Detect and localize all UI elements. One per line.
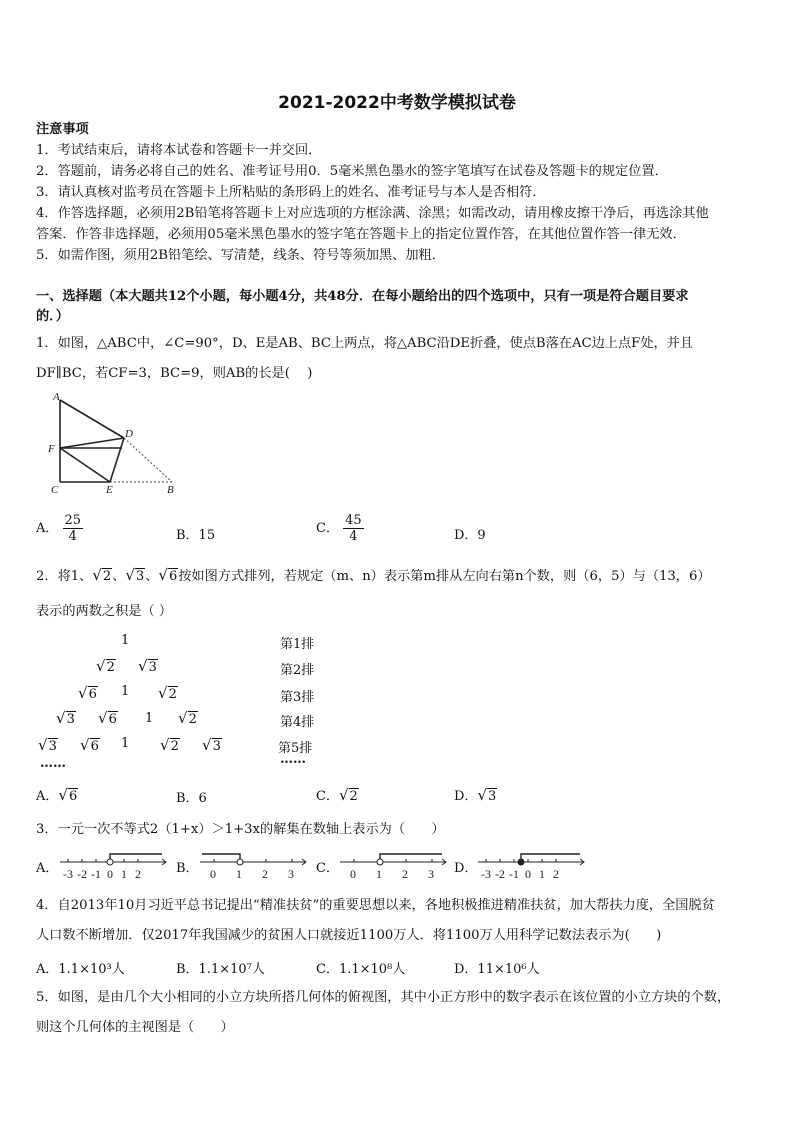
denominator: 4 (349, 529, 358, 544)
item-1: 1 (121, 684, 130, 699)
radicand: 6 (68, 789, 78, 804)
item-1: 1 (121, 736, 130, 751)
number-line-d (476, 850, 588, 882)
label-a: A (53, 391, 60, 403)
radicand: 6 (90, 739, 99, 754)
question-1-text: 1．如图，△ABC中，∠C=90°，D、E是AB、BC上两点，将△ABC沿DE折叠，使点B落在AC边上点F处，并且 (36, 336, 694, 351)
item-sqrt3: √3 (138, 657, 157, 675)
q3-option-c-label: C． (316, 861, 339, 876)
edge-fd (60, 438, 124, 448)
option-label: C． (316, 521, 339, 536)
q4-option-c: C．1.1×10⁸人 (316, 962, 406, 977)
tick-label: -2 (77, 867, 87, 881)
row-label: 第3排 (280, 690, 315, 705)
tick-label: -2 (495, 867, 505, 881)
number-line-c (338, 850, 450, 882)
item-sqrt3: √3 (56, 709, 75, 727)
q4-option-a: A．1.1×10³人 (36, 962, 125, 977)
label-f: F (48, 443, 55, 455)
notice-item: 答案．作答非选择题，必须用05毫米黑色墨水的签字笔在答题卡上的指定位置作答，在其他位置作答一律无效． (36, 227, 686, 242)
option-label: A． (36, 521, 59, 536)
option-label: C． (316, 789, 339, 804)
item-sqrt3: √3 (202, 736, 221, 754)
sqrt-3: √3 (125, 566, 145, 584)
tick-label: 2 (262, 867, 268, 881)
tick-label: 3 (288, 867, 294, 881)
sqrt-6: √6 (58, 786, 78, 804)
tick-label: -3 (63, 867, 73, 881)
radicand: 3 (135, 569, 145, 584)
label-c: C (51, 484, 59, 496)
ellipsis: …… (40, 756, 66, 771)
q1-option-c (316, 513, 364, 544)
row-label: 第4排 (280, 715, 315, 730)
label-b: B (167, 484, 174, 496)
tick-label: 2 (553, 867, 559, 881)
page-title: 2021-2022中考数学模拟试卷 (278, 93, 516, 113)
row-label: 第1排 (280, 637, 315, 652)
question-4-text-cont: 人口数不断增加．仅2017年我国减少的贫困人口就接近1100万人．将1100万人用科学记数法表示为( ) (36, 928, 662, 943)
radicand: 2 (349, 789, 358, 804)
q2-option-d (454, 785, 497, 804)
tick-label: 0 (525, 867, 531, 881)
q1-option-d: D．9 (454, 528, 486, 543)
radicand: 3 (212, 739, 221, 754)
item-1: 1 (121, 633, 130, 648)
section-heading-cont: 的．） (36, 309, 69, 324)
notice-item: 5．如需作图，须用2B铅笔绘、写清楚，线条、符号等须加黑、加粗． (36, 248, 445, 263)
q4-option-d: D．11×10⁶人 (454, 962, 540, 977)
label-d: D (125, 428, 133, 440)
notice-item: 3．请认真核对监考员在答题卡上所粘贴的条形码上的姓名、准考证号与本人是否相符． (36, 185, 546, 200)
radicand: 6 (108, 712, 117, 727)
notice-item: 4．作答选择题，必须用2B铅笔将答题卡上对应选项的方框涂满、涂黑；如需改动，请用橡皮擦干净后，再选涂其他 (36, 206, 709, 221)
radicand: 3 (488, 789, 497, 804)
radicand: 3 (48, 739, 57, 754)
tick-label: 1 (539, 867, 545, 881)
notice-heading: 注意事项 (36, 122, 89, 137)
tick-label: -1 (91, 867, 101, 881)
tick-label: 1 (121, 867, 127, 881)
number-line-b (198, 850, 310, 882)
tick-label: -3 (481, 867, 491, 881)
q2-text-part: 、 (112, 569, 126, 584)
item-sqrt2: √2 (158, 684, 177, 702)
radicand: 3 (66, 712, 75, 727)
sqrt-2: √2 (92, 566, 112, 584)
sqrt-6: √6 (158, 566, 178, 584)
question-5-text: 5．如图，是由几个大小相同的小立方块所搭几何体的俯视图，其中小正方形中的数字表示在该位置的小立方块的个数， (36, 990, 731, 1005)
radicand: 3 (148, 660, 157, 675)
numerator: 25 (64, 513, 82, 528)
tick-label: 0 (107, 867, 113, 881)
row-label: 第5排 (278, 741, 313, 756)
tick-label: 0 (210, 867, 216, 881)
denominator: 4 (68, 529, 77, 544)
edge-ad (60, 400, 124, 438)
fraction (63, 513, 84, 544)
q2-option-b: B．6 (176, 791, 207, 806)
radicand: 2 (188, 712, 197, 727)
q2-option-a (36, 785, 78, 804)
radicand: 6 (168, 569, 178, 584)
q1-option-b: B．15 (176, 528, 216, 543)
q3-option-b-label: B． (176, 861, 199, 876)
q2-text-part: 按如图方式排列，若规定（m、n）表示第m排从左向右第n个数，则（6，5）与（13，6） (178, 569, 711, 584)
item-sqrt6: √6 (98, 709, 117, 727)
question-1-text-cont: DF∥BC，若CF=3，BC=9，则AB的长是( ) (36, 366, 313, 381)
q3-option-a-label: A． (36, 861, 59, 876)
fraction (343, 513, 364, 544)
triangle-figure (40, 390, 190, 500)
tick-label: 1 (236, 867, 242, 881)
option-label: A． (36, 789, 59, 804)
sqrt-3: √3 (477, 786, 497, 804)
q2-text-part: 、 (145, 569, 159, 584)
section-heading: 一、选择题（本大题共12个小题，每小题4分，共48分．在每小题给出的四个选项中，只有一项是符合题目要求 (36, 289, 689, 304)
number-line-a (58, 850, 170, 882)
question-3-text: 3．一元一次不等式2（1+x）＞1+3x的解集在数轴上表示为（ ） (36, 822, 445, 837)
q1-option-a (36, 513, 83, 544)
q2-option-c (316, 785, 359, 804)
notice-item: 1．考试结束后，请将本试卷和答题卡一并交回． (36, 143, 322, 158)
tick-label: 2 (402, 867, 408, 881)
label-e: E (106, 484, 113, 496)
item-sqrt6: √6 (80, 736, 99, 754)
ellipsis: …… (280, 752, 306, 767)
item-sqrt3: √3 (38, 736, 57, 754)
tick-label: 3 (428, 867, 434, 881)
dotted-db (124, 438, 172, 482)
radicand: 2 (102, 569, 112, 584)
option-label: D． (454, 789, 478, 804)
item-sqrt6: √6 (78, 684, 97, 702)
question-2-text-cont: 表示的两数之积是（ ） (36, 604, 173, 619)
q2-text-part: 2．将1、 (36, 569, 93, 584)
tick-label: 2 (135, 867, 141, 881)
q4-option-b: B．1.1×10⁷人 (176, 962, 265, 977)
item-1: 1 (145, 711, 154, 726)
item-sqrt2: √2 (160, 736, 179, 754)
item-sqrt2: √2 (178, 709, 197, 727)
question-4-text: 4．自2013年10月习近平总书记提出“精准扶贫”的重要思想以来，各地积极推进精准扶贫，加大帮扶力度，全国脱贫 (36, 898, 715, 913)
radicand: 2 (106, 660, 115, 675)
radicand: 2 (170, 739, 179, 754)
radicand: 6 (88, 687, 97, 702)
numerator: 45 (345, 513, 362, 528)
item-sqrt2: √2 (96, 657, 115, 675)
notice-item: 2．答题前，请务必将自己的姓名、准考证号用0．5毫米黑色墨水的签字笔填写在试卷及答题卡的规定位置． (36, 164, 668, 179)
sqrt-2: √2 (338, 786, 358, 804)
row-label: 第2排 (280, 663, 315, 678)
question-2-text (36, 565, 711, 587)
q3-option-d-label: D． (454, 861, 478, 876)
edge-de (110, 438, 124, 482)
question-5-text-cont: 则这个几何体的主视图是（ ） (36, 1020, 234, 1035)
edge-fe (60, 448, 110, 482)
tick-label: 1 (376, 867, 382, 881)
tick-label: -1 (509, 867, 519, 881)
tick-label: 0 (350, 867, 356, 881)
radicand: 2 (168, 687, 177, 702)
